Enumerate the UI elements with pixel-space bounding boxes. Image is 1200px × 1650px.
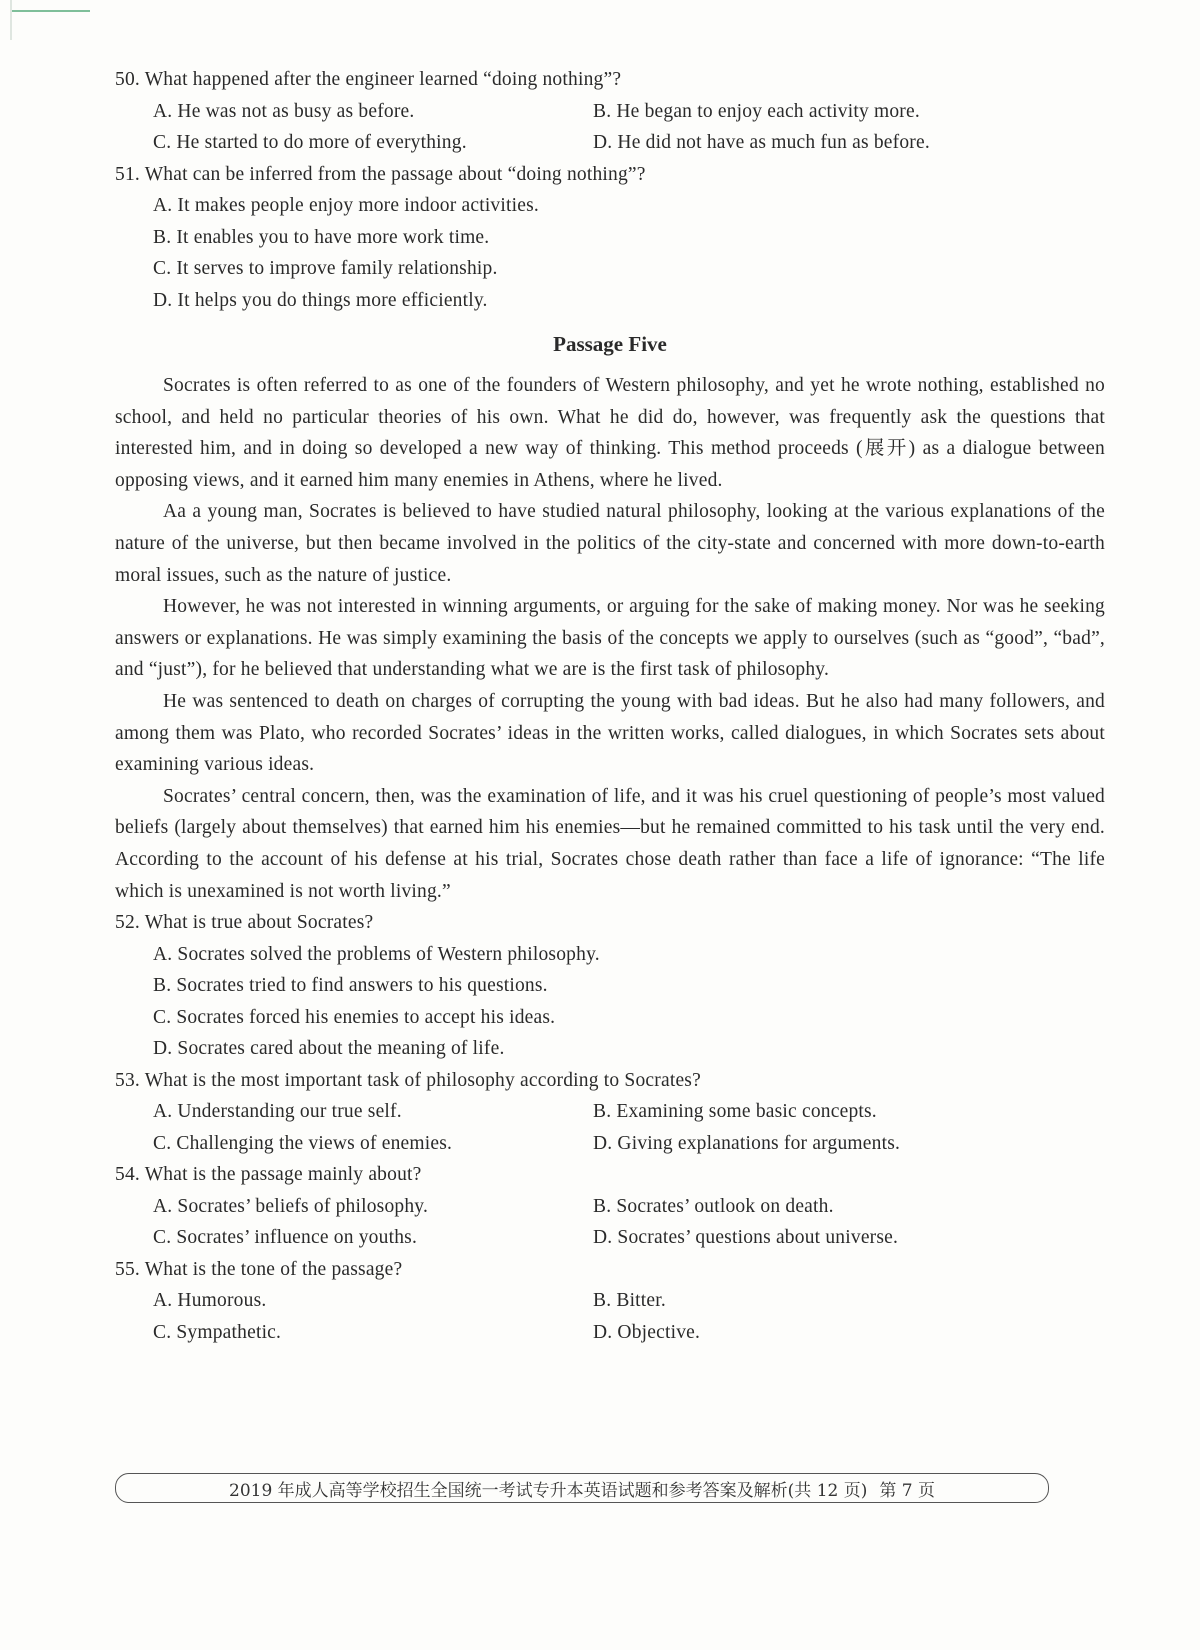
option-c: C. Challenging the views of enemies. [153, 1132, 453, 1154]
question-54 [115, 1159, 1105, 1254]
page-footer [115, 1473, 1049, 1503]
page-number: 第 7 页 [879, 1480, 935, 1501]
option-b: B. Socrates’ outlook on death. [593, 1195, 834, 1217]
option-d: D. He did not have as much fun as before. [593, 132, 930, 153]
question-51 [115, 159, 1105, 317]
option-b: B. It enables you to have more work time. [153, 226, 490, 248]
question-stem: 52. What is true about Socrates? [115, 912, 374, 934]
option-c: C. Socrates’ influence on youths. [153, 1227, 418, 1249]
option-a: A. It makes people enjoy more indoor activities. [153, 195, 539, 216]
exam-page-content [115, 64, 1105, 1348]
option-a: A. Humorous. [153, 1290, 267, 1312]
question-53 [115, 1065, 1105, 1160]
options-row [115, 1128, 1105, 1160]
question-stem: 55. What is the tone of the passage? [115, 1258, 403, 1280]
passage-paragraph: Socrates is often referred to as one of the founders of Western philosophy, and yet he wrote nothing, established no school, and held no particular theories of his own. What he did do, however, was frequently ask the questions that interested him, and in doing so developed a new way of thinking. This method proceeds (展开) as a dialogue between opposing views, and it earned him many enemies in Athens, where he lived. [115, 375, 1105, 491]
option-b: B. He began to enjoy each activity more. [593, 100, 920, 122]
passage-paragraph: He was sentenced to death on charges of corrupting the young with bad ideas. But he also had many followers, and among them was Plato, who recorded Socrates’ ideas in the written works, called dialogues, in which Socrates sets about examining various ideas. [115, 690, 1105, 776]
options-row [115, 1285, 1105, 1317]
passage-title: Passage Five [553, 332, 667, 356]
option-b: B. Examining some basic concepts. [593, 1101, 877, 1123]
options-row [115, 96, 1105, 128]
question-55 [115, 1254, 1105, 1349]
options-row [115, 1191, 1105, 1223]
footer-title: 2019 年成人高等学校招生全国统一考试专升本英语试题和参考答案及解析(共 12 页) [229, 1480, 868, 1501]
passage-body [115, 370, 1105, 907]
corner-line [10, 10, 90, 12]
option-a: A. He was not as busy as before. [153, 100, 415, 122]
passage-paragraph: However, he was not interested in winning arguments, or arguing for the sake of making money. Nor was he seeking answers or explanations. He was simply examining the basis of the concepts we apply to ourselves (such as “good”, “bad”, and “just”), for he believed that understanding what we are is the first task of philosophy. [115, 596, 1105, 681]
option-a: A. Socrates solved the problems of Western philosophy. [153, 943, 600, 965]
question-50 [115, 64, 1105, 159]
option-c: C. He started to do more of everything. [153, 132, 467, 153]
option-d: D. Giving explanations for arguments. [593, 1132, 901, 1154]
question-stem: 53. What is the most important task of philosophy according to Socrates? [115, 1069, 701, 1091]
question-52 [115, 907, 1105, 1065]
question-stem: 54. What is the passage mainly about? [115, 1164, 422, 1186]
corner-edge [10, 0, 12, 40]
option-b: B. Socrates tried to find answers to his questions. [153, 975, 548, 997]
options-row [115, 1222, 1105, 1254]
option-d: D. It helps you do things more efficiently. [153, 289, 488, 311]
option-b: B. Bitter. [593, 1290, 666, 1312]
question-stem: 50. What happened after the engineer learned “doing nothing”? [115, 69, 622, 90]
options-row [115, 1096, 1105, 1128]
passage-paragraph: Socrates’ central concern, then, was the examination of life, and it was his cruel questioning of people’s most valued beliefs (largely about themselves) that earned him his enemies—but he remained committed to his task until the very end. According to the account of his defense at his trial, Socrates chose death rather than face a life of ignorance: “The life which is unexamined is not worth living.” [115, 785, 1105, 902]
option-a: A. Understanding our true self. [153, 1101, 402, 1123]
options-row [115, 1317, 1105, 1349]
option-c: C. Sympathetic. [153, 1321, 282, 1343]
option-c: C. It serves to improve family relationship. [153, 258, 498, 279]
corner-crop-mark [10, 0, 170, 40]
option-d: D. Socrates’ questions about universe. [593, 1227, 899, 1249]
option-a: A. Socrates’ beliefs of philosophy. [153, 1195, 429, 1217]
passage-paragraph: Aa a young man, Socrates is believed to have studied natural philosophy, looking at the various explanations of the nature of the universe, but then became involved in the politics of the city-state and concerned with more down-to-earth moral issues, such as the nature of justice. [115, 501, 1105, 586]
option-c: C. Socrates forced his enemies to accept his ideas. [153, 1006, 556, 1028]
option-d: D. Socrates cared about the meaning of life. [153, 1038, 505, 1060]
question-stem: 51. What can be inferred from the passage about “doing nothing”? [115, 163, 646, 185]
options-row [115, 127, 1105, 159]
option-d: D. Objective. [593, 1321, 701, 1343]
